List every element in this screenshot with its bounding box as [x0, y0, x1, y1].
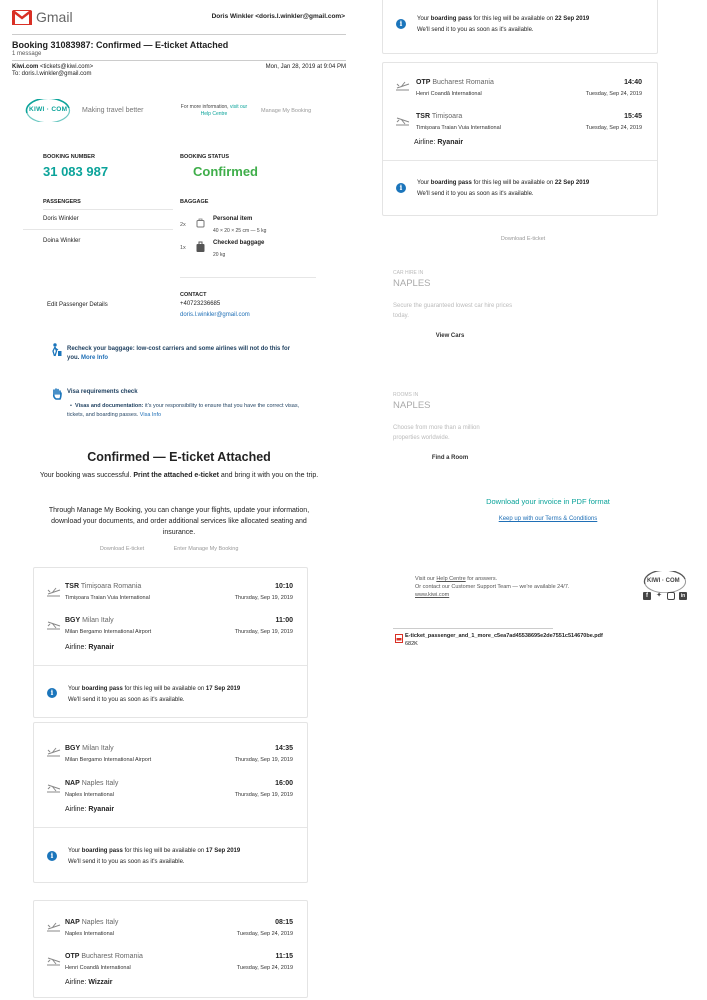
to-city: Timișoara	[431, 113, 463, 120]
arrival-plane-icon	[47, 783, 61, 793]
checked-baggage-qty: 1x	[180, 245, 186, 251]
flight-leg-card	[33, 722, 308, 883]
invoice-link[interactable]: Download your invoice in PDF format	[486, 497, 610, 506]
leg-from	[416, 79, 494, 86]
confirmed-para2: Through Manage My Booking, you can change your flights, update your information, download your documents, and order additional services like allocated seating and insurance.	[48, 507, 310, 536]
leg-from	[65, 583, 141, 590]
departure-time: 10:10	[275, 583, 293, 590]
download-eticket-link[interactable]: Download E-ticket	[500, 236, 546, 242]
bp-date: 22 Sep 2019	[554, 180, 590, 186]
sender	[12, 64, 93, 70]
airline-label: Airline:	[414, 139, 436, 146]
from-country: Romania	[113, 583, 142, 590]
from-city: Milan	[82, 745, 99, 752]
departure-time: 14:40	[624, 79, 642, 86]
suitcase-icon	[196, 241, 205, 253]
from-code: NAP	[65, 919, 80, 926]
airline	[414, 139, 463, 146]
contact-phone: +40723236685	[180, 301, 221, 307]
from-code: BGY	[65, 745, 81, 752]
footer-website-link[interactable]: www.kiwi.com	[415, 592, 450, 598]
boarding-pass-notice	[417, 178, 653, 200]
manage-booking-link[interactable]: Manage My Booking	[261, 108, 312, 114]
boarding-pass-notice	[417, 14, 653, 36]
checked-baggage-weight: 20 kg	[213, 252, 226, 258]
info-icon: i	[396, 183, 406, 193]
visa-info-link[interactable]: Visa Info	[139, 412, 162, 418]
from-code: OTP	[416, 79, 431, 86]
attachment-size: 682K	[405, 641, 418, 647]
from-code: TSR	[65, 583, 79, 590]
help-info-text: For more information,	[180, 104, 229, 110]
recheck-text: Recheck your baggage: low-cost carriers and some airlines will not do this for you.	[67, 346, 291, 361]
arrival-time: 11:00	[275, 617, 293, 624]
arrival-date: Thursday, Sep 19, 2019	[234, 629, 293, 635]
attachment-name[interactable]: E-ticket_passenger_and_1_more_c5ea7ad45538695e2de7551c514670be.pdf	[405, 633, 603, 639]
rooms-city: NAPLES	[393, 400, 431, 411]
airline-label: Airline:	[65, 806, 87, 813]
airline	[65, 979, 112, 986]
leg-to	[65, 780, 118, 787]
to-airport: Naples International	[65, 792, 114, 798]
to-code: TSR	[416, 113, 430, 120]
departure-time: 14:35	[275, 745, 293, 752]
passengers-divider	[43, 209, 173, 210]
confirmed-line1	[30, 470, 328, 481]
passenger-divider	[23, 229, 173, 230]
bp-line2: We'll send it to you as soon as it's available.	[417, 27, 534, 33]
to-airport: Henri Coandă International	[65, 965, 131, 971]
bp-pre: Your	[417, 180, 430, 186]
from-airport: Milan Bergamo International Airport	[65, 757, 152, 763]
from-city: Timișoara	[80, 583, 112, 590]
edit-passenger-details-link[interactable]: Edit Passenger Details	[47, 302, 108, 308]
to-city: Bucharest	[81, 953, 113, 960]
bp-bold: boarding pass	[81, 686, 123, 692]
leg-divider	[34, 827, 307, 828]
bp-mid: for this leg will be available on	[473, 180, 554, 186]
to-code: BGY	[65, 617, 81, 624]
bp-mid: for this leg will be available on	[124, 686, 205, 692]
departure-date: Thursday, Sep 19, 2019	[234, 595, 293, 601]
from-airport: Naples International	[65, 931, 114, 937]
subject-divider	[12, 60, 346, 61]
departure-plane-icon	[396, 81, 410, 91]
arrival-plane-icon	[396, 116, 410, 126]
person-luggage-icon	[50, 343, 62, 357]
leg-to	[416, 113, 462, 120]
visit-our-link[interactable]: visit our	[229, 104, 248, 110]
info-icon: i	[47, 851, 57, 861]
booking-number: 31 083 987	[43, 164, 109, 179]
view-cars-button[interactable]: View Cars	[435, 333, 465, 339]
to-country: Italy	[100, 617, 114, 624]
departure-plane-icon	[47, 747, 61, 757]
to-country: Italy	[105, 780, 119, 787]
airline-name: Ryanair	[88, 806, 115, 813]
recheck-notice	[67, 345, 302, 363]
leg-from	[65, 919, 118, 926]
leg-from	[65, 745, 114, 752]
message-count: 1 message	[12, 51, 42, 57]
footer-support: Or contact our Customer Support Team — we're available 24/7.	[415, 584, 570, 590]
facebook-icon[interactable]: f	[643, 592, 651, 600]
airline	[65, 644, 114, 651]
confirmed-line1-post: and bring it with you on the trip.	[220, 472, 319, 479]
car-hire-text: Secure the guaranteed lowest car hire prices today.	[393, 303, 513, 319]
departure-plane-icon	[47, 922, 61, 932]
footer-help-centre-link[interactable]: Help Centre	[436, 576, 466, 582]
airline-name: Ryanair	[437, 139, 464, 146]
help-info	[175, 104, 253, 118]
visa-bold: Visas and documentation:	[75, 403, 144, 409]
from-country: Italy	[105, 919, 119, 926]
pdf-file-icon	[395, 634, 403, 643]
arrival-date: Thursday, Sep 19, 2019	[234, 792, 293, 798]
baggage-label: BAGGAGE	[180, 199, 209, 205]
info-icon: i	[396, 19, 406, 29]
bp-bold: boarding pass	[81, 848, 123, 854]
account-email: Doris Winkler <doris.l.winkler@gmail.com>	[211, 13, 345, 20]
booking-number-label: BOOKING NUMBER	[43, 154, 95, 160]
arrival-time: 11:15	[275, 953, 293, 960]
to-city: Naples	[81, 780, 104, 787]
boarding-pass-notice	[68, 684, 300, 706]
airline	[65, 806, 114, 813]
leg-to	[65, 953, 143, 960]
departure-date: Tuesday, Sep 24, 2019	[236, 931, 293, 937]
to-airport: Milan Bergamo International Airport	[65, 629, 152, 635]
kiwi-logo-text: KIWI · COM	[29, 106, 68, 113]
car-hire-label: CAR HIRE IN	[393, 270, 424, 276]
bp-date: 17 Sep 2019	[205, 848, 241, 854]
arrival-time: 15:45	[624, 113, 642, 120]
booking-status: Confirmed	[193, 164, 258, 179]
bp-pre: Your	[417, 16, 430, 22]
recipient: To: doris.l.winkler@gmail.com	[12, 71, 92, 77]
boarding-pass-notice	[68, 846, 300, 868]
booking-status-label: BOOKING STATUS	[180, 154, 229, 160]
personal-item-icon	[196, 218, 205, 228]
personal-item-dims: 40 × 20 × 25 cm — 5 kg	[213, 228, 267, 234]
terms-link[interactable]: Keep up with our Terms & Conditions	[498, 516, 598, 522]
visa-body: it's your responsibility to ensure that you have the correct visas, tickets, and boarding passes.	[67, 403, 300, 418]
confirmed-line1-pre: Your booking was successful.	[39, 472, 132, 479]
footer-kiwi-logo-text: KIWI · COM	[647, 578, 680, 584]
tagline: Making travel better	[82, 107, 144, 114]
email-subject: Booking 31083987: Confirmed — E-ticket Attached	[12, 40, 229, 50]
arrival-plane-icon	[47, 956, 61, 966]
personal-item-label: Personal item	[213, 216, 253, 222]
bp-bold: boarding pass	[430, 16, 472, 22]
instagram-icon[interactable]	[667, 592, 675, 600]
kiwi-logo[interactable]	[24, 99, 72, 122]
confirmed-line1-bold: Print the attached e-ticket	[133, 472, 219, 479]
sender-email: <tickets@kiwi.com>	[40, 64, 94, 70]
car-hire-city: NAPLES	[393, 278, 431, 289]
flight-leg-card	[33, 900, 308, 998]
bp-date: 22 Sep 2019	[554, 16, 590, 22]
flight-leg-card	[33, 567, 308, 718]
baggage-divider	[180, 277, 316, 278]
gmail-wordmark: Gmail	[36, 9, 73, 25]
bp-line2: We'll send it to you as soon as it's available.	[68, 859, 185, 865]
airline-label: Airline:	[65, 979, 87, 986]
to-city: Milan	[82, 617, 99, 624]
contact-label: CONTACT	[180, 292, 207, 298]
footer-kiwi-logo[interactable]	[642, 571, 688, 593]
bp-date: 17 Sep 2019	[205, 686, 241, 692]
departure-time: 08:15	[275, 919, 293, 926]
departure-date: Tuesday, Sep 24, 2019	[585, 91, 642, 97]
passengers-label: PASSENGERS	[43, 199, 81, 205]
to-code: OTP	[65, 953, 80, 960]
rooms-text: Choose from more than a million properties worldwide.	[393, 425, 480, 441]
personal-item-qty: 2x	[180, 222, 186, 228]
airline-name: Wizzair	[88, 979, 113, 986]
to-country: Romania	[114, 953, 143, 960]
from-airport: Timișoara Traian Vuia International	[65, 595, 150, 601]
twitter-icon[interactable]: ✦	[656, 592, 662, 599]
footer-text	[415, 575, 625, 599]
from-city: Naples	[81, 919, 104, 926]
enter-manage-booking-link[interactable]: Enter Manage My Booking	[173, 546, 239, 552]
flight-leg-card	[382, 62, 658, 216]
social-icons	[643, 592, 689, 601]
visa-bullet: •	[67, 403, 76, 409]
bp-bold: boarding pass	[430, 180, 472, 186]
visa-title: Visa requirements check	[67, 389, 138, 395]
airline-label: Airline:	[65, 644, 87, 651]
email-date: Mon, Jan 28, 2019 at 9:04 PM	[265, 64, 346, 70]
from-country: Romania	[465, 79, 494, 86]
gmail-logo[interactable]	[12, 9, 82, 25]
sender-name: Kiwi.com	[12, 64, 39, 70]
gmail-divider	[12, 34, 346, 35]
visa-text	[67, 402, 305, 420]
linkedin-icon[interactable]: in	[680, 593, 686, 599]
download-eticket-link[interactable]: Download E-ticket	[99, 546, 145, 552]
airline-name: Ryanair	[88, 644, 115, 651]
arrival-date: Tuesday, Sep 24, 2019	[585, 125, 642, 131]
boarding-pass-card	[382, 0, 658, 54]
contact-email[interactable]: doris.l.winkler@gmail.com	[180, 312, 250, 318]
departure-date: Thursday, Sep 19, 2019	[234, 757, 293, 763]
recheck-more-info-link[interactable]: More Info	[81, 355, 109, 361]
bp-pre: Your	[68, 848, 81, 854]
leg-to	[65, 617, 114, 624]
leg-divider	[383, 160, 657, 161]
footer-visit: Visit our	[415, 576, 435, 582]
to-airport: Timișoara Traian Vuia International	[416, 125, 501, 131]
find-room-button[interactable]: Find a Room	[431, 455, 469, 461]
attachment-divider	[393, 628, 553, 629]
from-airport: Henri Coandă International	[416, 91, 482, 97]
checked-baggage-label: Checked baggage	[213, 240, 265, 246]
arrival-time: 16:00	[275, 780, 293, 787]
bp-line2: We'll send it to you as soon as it's available.	[417, 191, 534, 197]
arrival-date: Tuesday, Sep 24, 2019	[236, 965, 293, 971]
bp-mid: for this leg will be available on	[473, 16, 554, 22]
info-icon: i	[47, 688, 57, 698]
to-code: NAP	[65, 780, 80, 787]
from-country: Italy	[100, 745, 114, 752]
bp-line2: We'll send it to you as soon as it's available.	[68, 697, 185, 703]
rooms-label: ROOMS IN	[393, 392, 419, 398]
bp-pre: Your	[68, 686, 81, 692]
help-centre-link[interactable]: Help Centre	[200, 111, 228, 117]
footer-answers: for answers.	[467, 576, 498, 582]
departure-plane-icon	[47, 587, 61, 597]
leg-divider	[34, 665, 307, 666]
arrival-plane-icon	[47, 620, 61, 630]
confirmed-title: Confirmed — E-ticket Attached	[87, 450, 271, 464]
bp-mid: for this leg will be available on	[124, 848, 205, 854]
from-city: Bucharest	[432, 79, 464, 86]
gmail-icon	[12, 10, 32, 25]
passenger-name: Doris Winkler	[43, 216, 79, 222]
hand-icon	[52, 388, 63, 400]
passenger-name: Doina Winkler	[43, 238, 81, 244]
